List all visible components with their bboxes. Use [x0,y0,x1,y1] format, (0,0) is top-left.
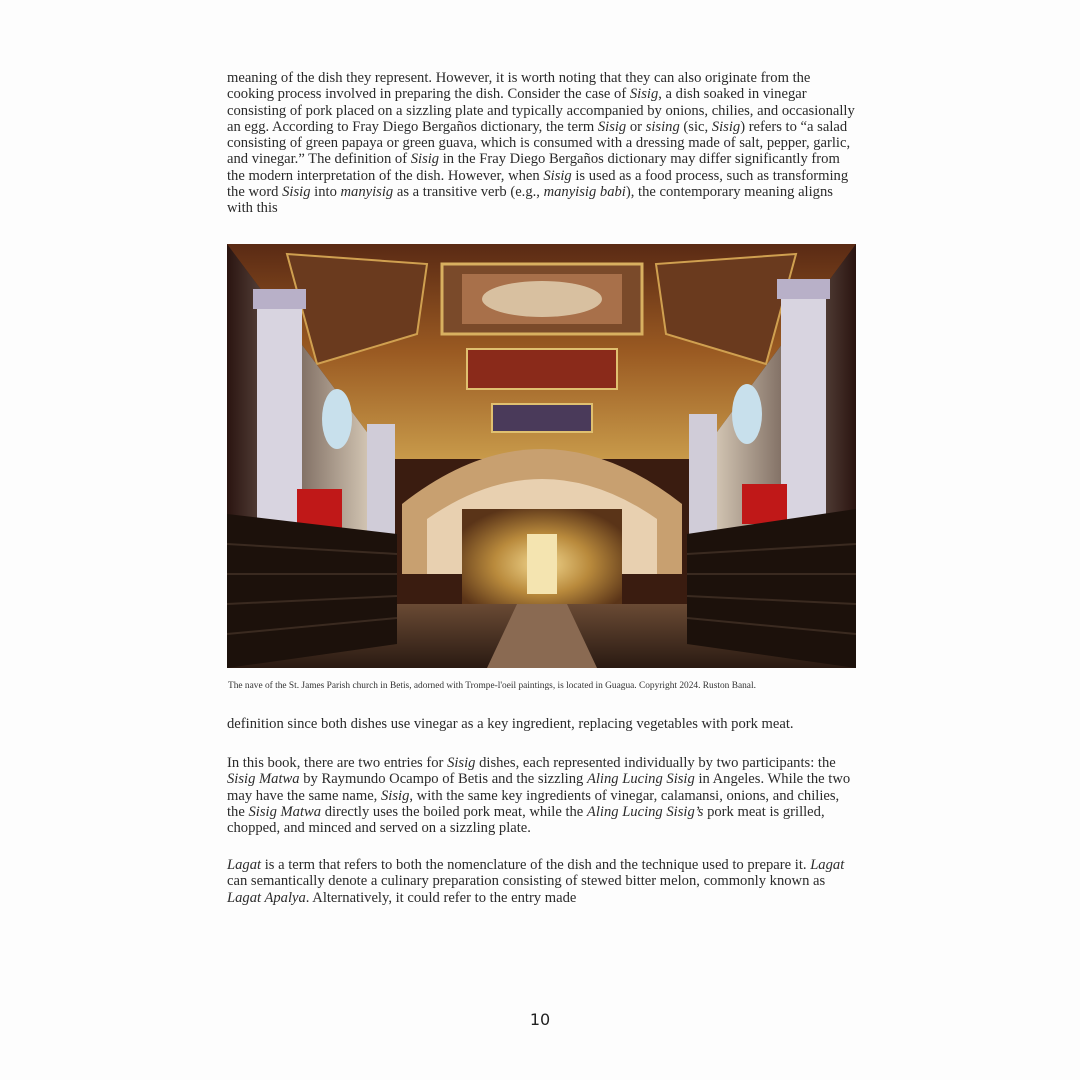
church-nave-illustration [227,244,856,668]
text-run: meaning of the dish they represent. However, it is worth noting that they can also originate from the cooking process involved in preparing the dish. Consider the case of [227,70,811,103]
text-run: (sic, [679,118,712,135]
italic-term: Sisig [597,118,627,135]
text-run: dishes, each represented individually by two participants: the [475,755,836,771]
text-run: by Raymundo Ocampo of Betis and the sizzling [299,771,587,788]
text-run: In this book, there are two entries for [227,755,448,771]
italic-term: Sisig [282,184,311,201]
paragraph-two-sisig-entries [227,755,857,836]
text-run: , a dish soaked in vinegar consisting of pork placed on a sizzling plate and typically accompanied by onions, chilies, and occasionally an egg. According to Fray Diego Bergaños dictionary, the term [227,86,855,135]
italic-term: Lagat [227,857,262,873]
text-run: is used as a food process, such as transforming the word [227,167,849,201]
text-run: is a term that refers to both the nomenclature of the dish and the technique used to prepare it. [261,857,811,873]
text-run: in Angeles. While the two may have the same name, [227,771,851,804]
church-nave-photo [227,244,856,668]
text-run: directly uses the boiled pork meat, while the [321,803,587,820]
italic-term: Sisig Matwa [227,771,300,788]
text-run: in the Fray Diego Bergaños dictionary may differ significantly from the modern interpretation of the dish. However, when [227,151,840,184]
text-run: or [626,118,646,135]
italic-term: Sisig Matwa [248,803,322,820]
text-run: pork meat is grilled, chopped, and minced and served on a sizzling plate. [227,803,825,837]
paragraph-sisig-definition [227,70,857,217]
text-run: definition since both dishes use vinegar as a key ingredient, replacing vegetables with pork meat. [227,716,794,732]
italic-term: manyisig [340,184,394,201]
text-run: ), the contemporary meaning aligns with this [227,184,833,217]
text-run: , with the same key ingredients of vinegar, calamansi, onions, and chilies, the [227,787,840,820]
text-run: as a transitive verb (e.g., [393,184,544,201]
text-run: can semantically denote a culinary preparation consisting of stewed bitter melon, commonly known as [227,873,826,890]
italic-term: Sisig [447,755,476,771]
paragraph-vinegar-definition [227,716,857,732]
italic-term: Sisig [711,118,741,135]
italic-term: Sisig [543,167,572,184]
text-run: . Alternatively, it could refer to the entry made [305,889,577,906]
paragraph-lagat [227,857,857,906]
italic-term: Lagat Apalya [227,889,306,906]
page-number: 10 [529,1010,551,1029]
italic-term: Sisig [380,787,410,804]
text-run: into [310,184,341,201]
italic-term: Lagat [810,857,845,873]
italic-term: Sisig [410,151,440,168]
text-run: ) refers to “a salad consisting of green papaya or green guava, which is consumed with a dressing made of salt, pepper, garlic, and vinegar.” The definition of [227,118,851,168]
italic-term: Aling Lucing Sisig’s [586,803,704,820]
photo-caption: The nave of the St. James Parish church in Betis, adorned with Trompe-l'oeil paintings, is located in Guagua. Copyright 2024. Ruston Banal. [228,681,756,691]
italic-term: Sisig [629,86,659,103]
italic-term: manyisig babi [543,184,626,201]
italic-term: sising [645,118,680,135]
italic-term: Aling Lucing Sisig [586,771,695,788]
